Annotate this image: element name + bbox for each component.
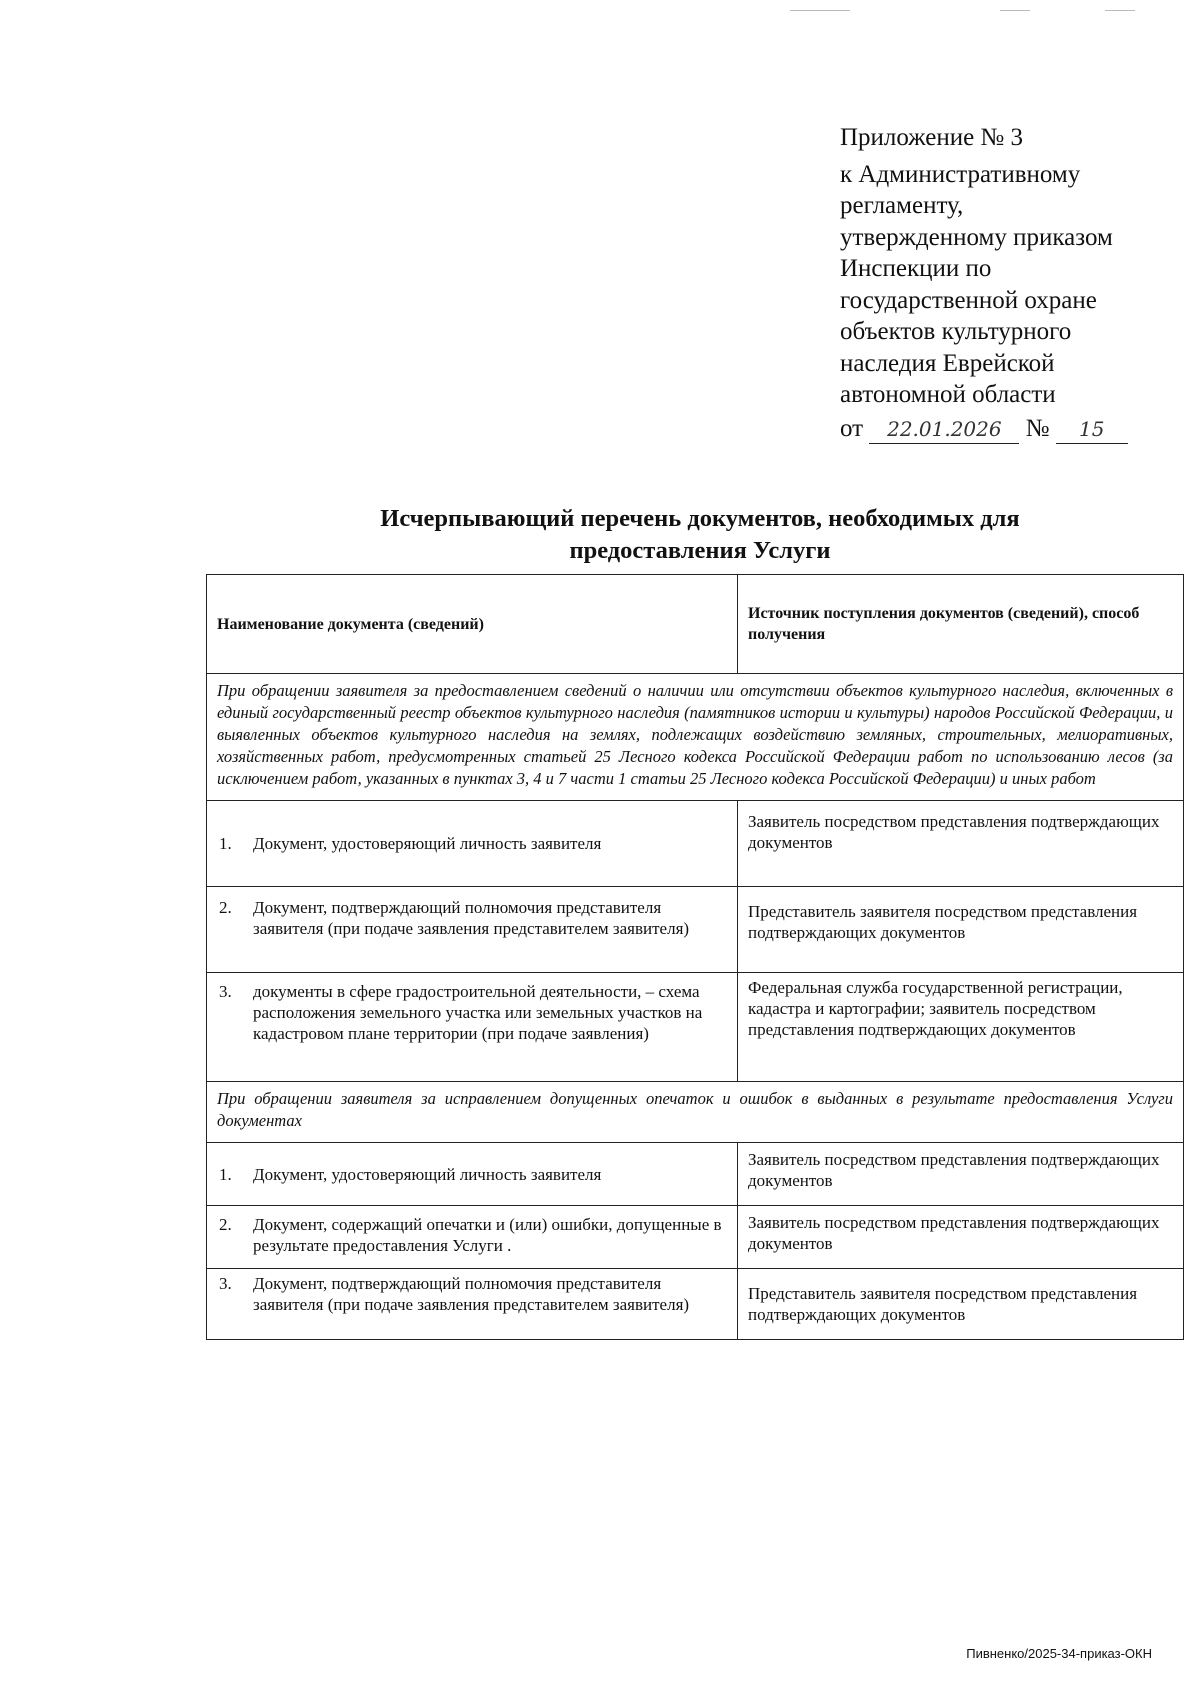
document-title xyxy=(200,503,1200,567)
appendix-line: автономной области xyxy=(840,381,1056,408)
document-name: Документ, удостоверяющий личность заявителя xyxy=(253,1164,602,1184)
document-cell xyxy=(207,973,738,1082)
document-cell xyxy=(207,887,738,973)
from-label: от xyxy=(840,414,864,442)
row-number: 1. xyxy=(219,834,232,853)
row-number: 3. xyxy=(219,982,232,1001)
row-number: 3. xyxy=(219,1274,232,1293)
appendix-block xyxy=(840,122,1170,444)
section-row xyxy=(207,674,1184,801)
number-label: № xyxy=(1025,414,1050,442)
order-date-number xyxy=(840,413,1170,445)
appendix-line: к Административному xyxy=(840,160,1081,188)
document-name: Документ, подтверждающий полномочия представителя заявителя (при подаче заявления представителем заявителя) xyxy=(253,1274,690,1314)
table-row xyxy=(207,887,1184,973)
appendix-number: Приложение № 3 xyxy=(840,124,1024,151)
source-cell: Представитель заявителя посредством представления подтверждающих документов xyxy=(738,1269,1184,1340)
title-line: предоставления Услуги xyxy=(569,537,831,564)
source-cell: Заявитель посредством представления подтверждающих документов xyxy=(738,801,1184,887)
table-row xyxy=(207,801,1184,887)
source-cell: Федеральная служба государственной регистрации, кадастра и картографии; заявитель посредством представления подтверждающих документов xyxy=(738,973,1184,1082)
appendix-line: утвержденному приказом xyxy=(840,223,1113,251)
table-row xyxy=(207,1206,1184,1269)
row-number: 1. xyxy=(219,1164,232,1184)
handwritten-date: 22.01.2026 xyxy=(869,415,1019,444)
source-cell: Заявитель посредством представления подтверждающих документов xyxy=(738,1206,1184,1269)
document-name: Документ, подтверждающий полномочия представителя заявителя (при подаче заявления представителем заявителя) xyxy=(253,898,690,938)
section-row xyxy=(207,1082,1184,1143)
document-name: документы в сфере градостроительной деятельности, – схема расположения земельного участка или земельных участков на кадастровом плане территории (при подаче заявления) xyxy=(253,982,703,1043)
document-cell xyxy=(207,1206,738,1269)
documents-table xyxy=(206,574,1184,1340)
document-cell xyxy=(207,1269,738,1340)
scan-artifact xyxy=(1000,10,1030,11)
source-cell: Представитель заявителя посредством представления подтверждающих документов xyxy=(738,887,1184,973)
header-source: Источник поступления документов (сведений), способ получения xyxy=(738,575,1184,674)
row-number: 2. xyxy=(219,1215,232,1234)
scan-artifact xyxy=(790,10,850,11)
appendix-line: регламенту, xyxy=(840,192,964,219)
table-row xyxy=(207,1269,1184,1340)
scan-artifact xyxy=(1105,10,1135,11)
appendix-line: государственной охране xyxy=(840,286,1097,314)
section-description: При обращении заявителя за предоставлением сведений о наличии или отсутствии объектов культурного наследия, включенных в единый государственный реестр объектов культурного наследия (памятников истории и культуры) народов Российской Федерации, и выявленных объектов культурного наследия на землях, подлежащих воздействию земляных, строительных, мелиоративных, хозяйственных работ, предусмотренных статьей 25 Лесного кодекса Российской Федерации работ по использованию лесов (за исключением работ, указанных в пунктах 3, 4 и 7 части 1 статьи 25 Лесного кодекса Российской Федерации) и иных работ xyxy=(207,674,1184,801)
table-row xyxy=(207,1143,1184,1206)
document-name: Документ, удостоверяющий личность заявителя xyxy=(253,834,602,853)
appendix-line: Инспекции по xyxy=(840,255,992,282)
table-header-row xyxy=(207,575,1184,674)
table-row xyxy=(207,973,1184,1082)
document-cell xyxy=(207,801,738,887)
document-name: Документ, содержащий опечатки и (или) ошибки, допущенные в результате предоставления Услуги . xyxy=(253,1215,722,1255)
footer-reference: Пивненко/2025-34-приказ-ОКН xyxy=(966,1646,1152,1661)
section-description: При обращении заявителя за исправлением допущенных опечаток и ошибок в выданных в результате предоставления Услуги документах xyxy=(207,1082,1184,1143)
row-number: 2. xyxy=(219,898,232,917)
document-cell xyxy=(207,1143,738,1206)
header-document-name: Наименование документа (сведений) xyxy=(207,575,738,674)
appendix-line: наследия Еврейской xyxy=(840,349,1055,377)
source-cell: Заявитель посредством представления подтверждающих документов xyxy=(738,1143,1184,1206)
handwritten-number: 15 xyxy=(1056,415,1128,444)
appendix-line: объектов культурного xyxy=(840,318,1072,345)
title-line: Исчерпывающий перечень документов, необходимых для xyxy=(380,505,1020,532)
